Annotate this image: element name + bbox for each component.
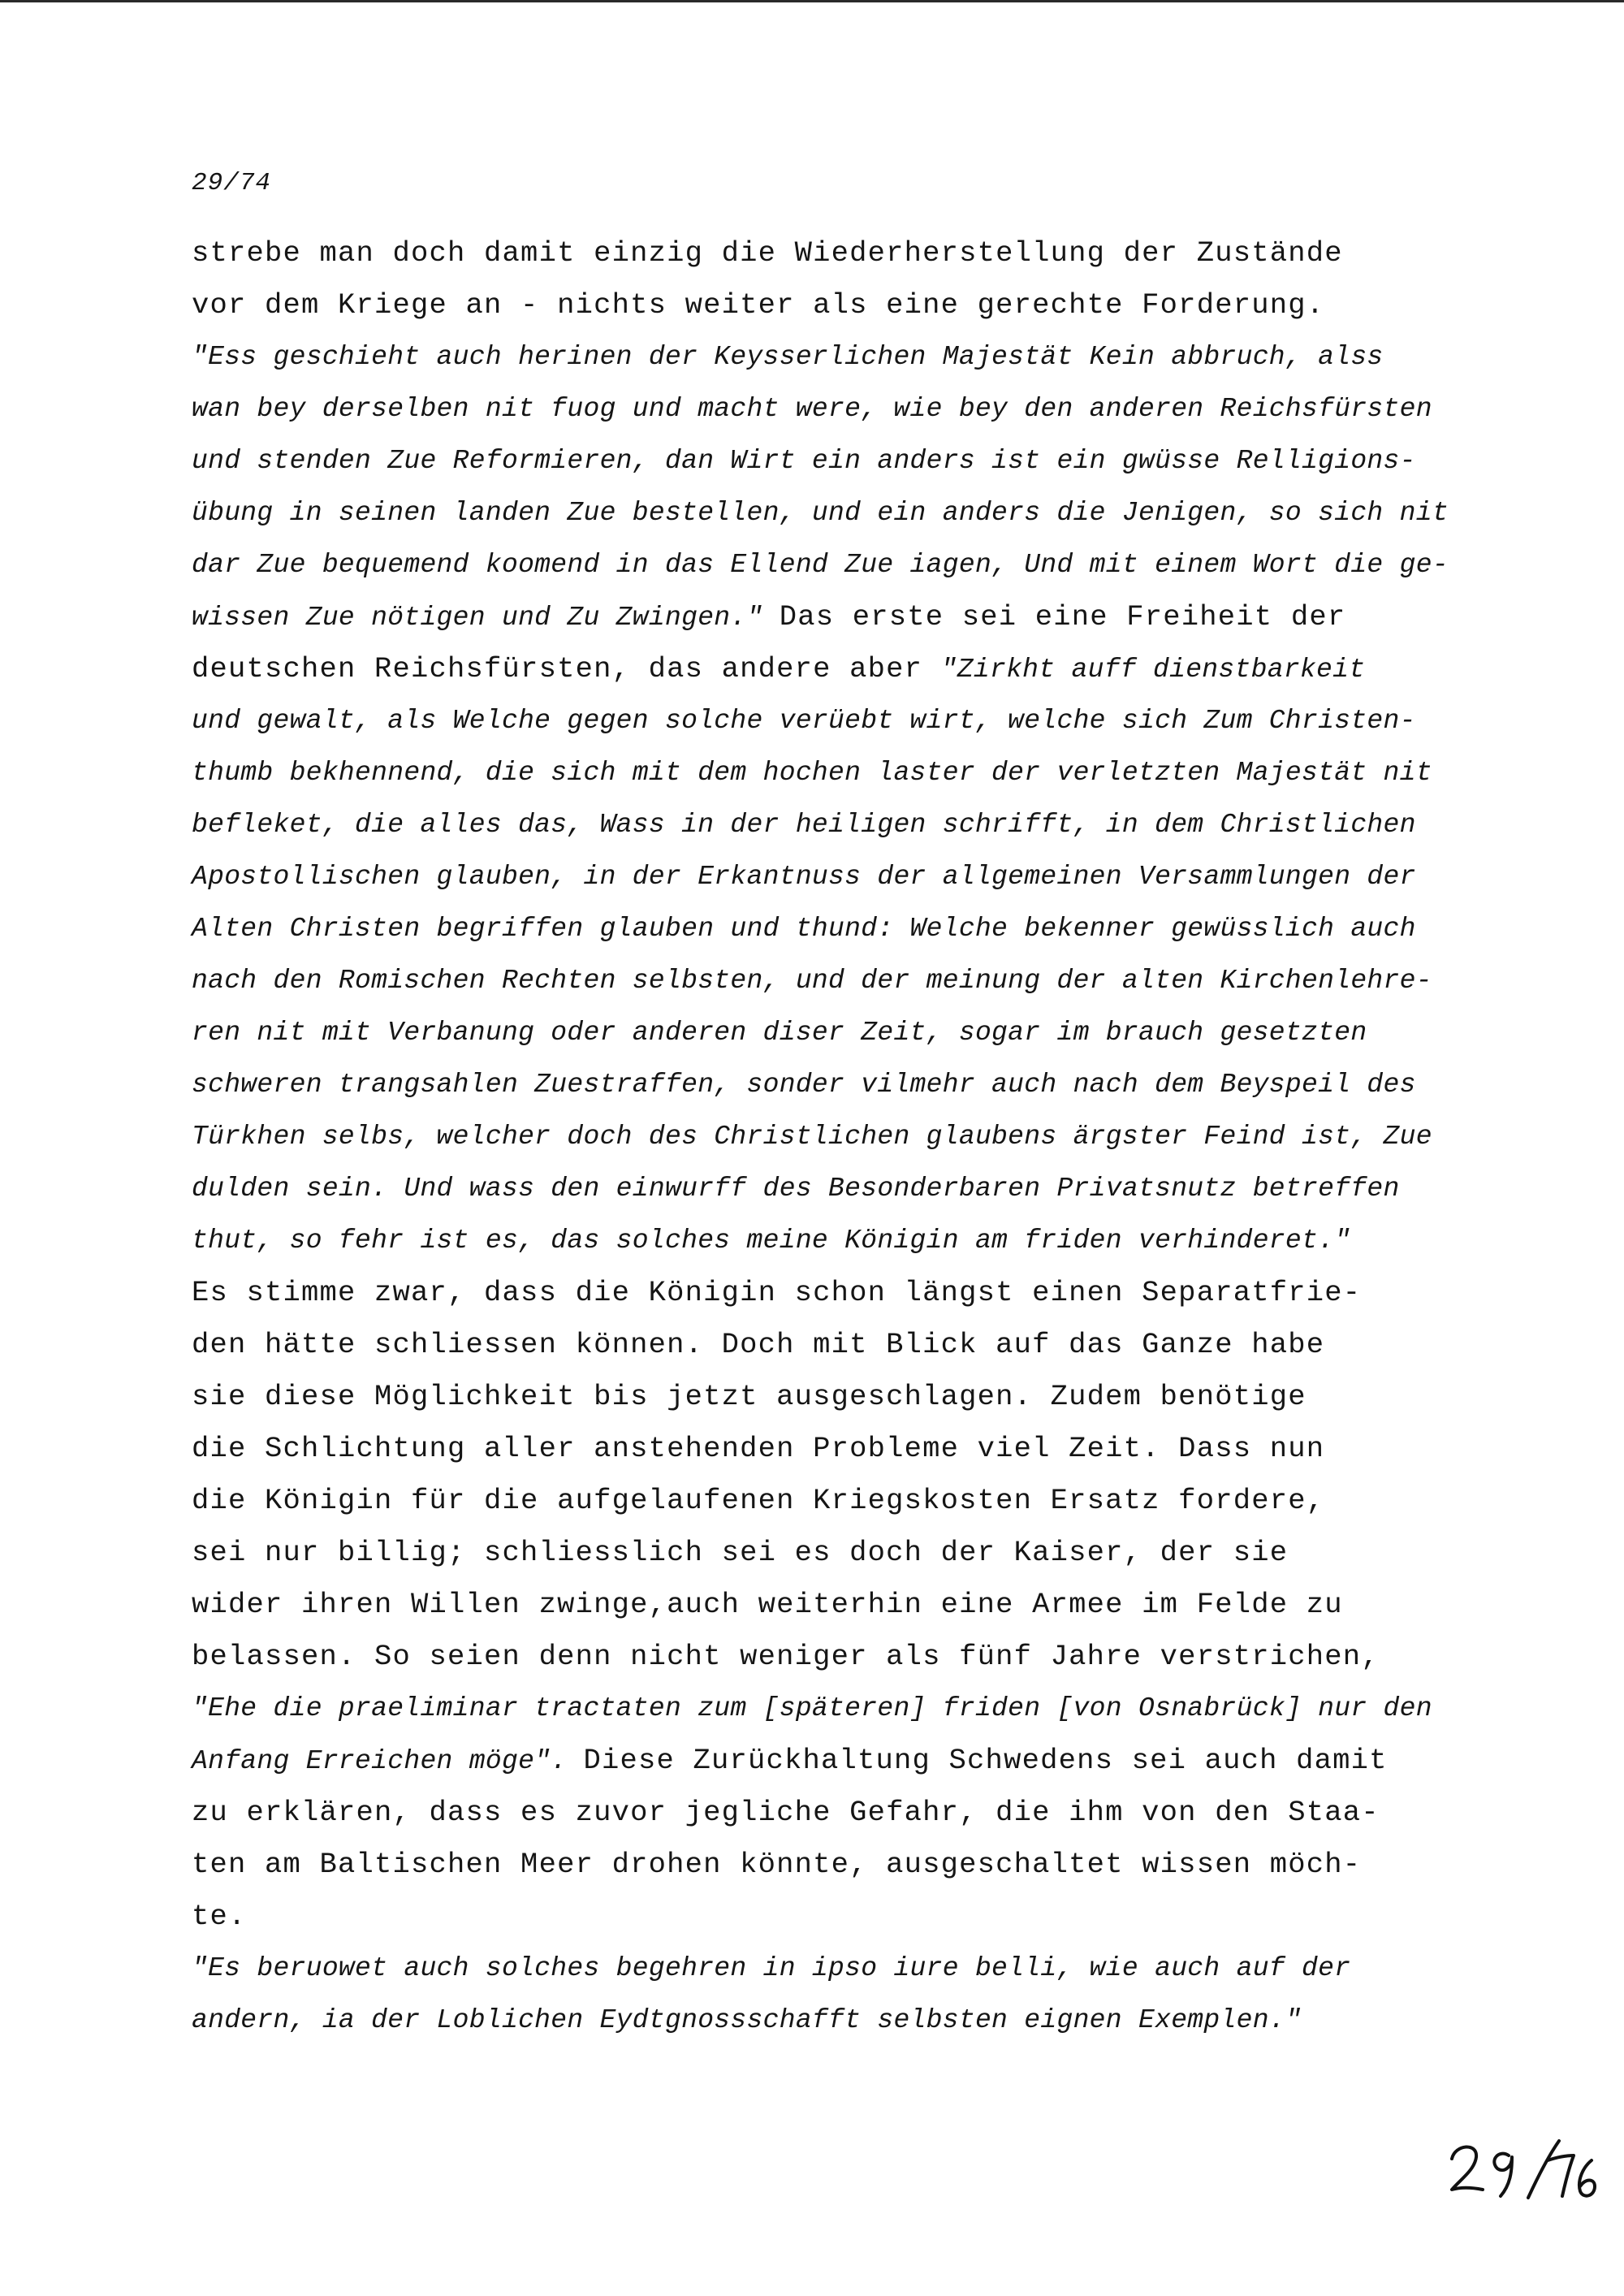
quoted-historical-text: "Ehe die praeliminar tractaten zum [späteren] friden [von Osnabrück] nur den [192,1693,1432,1723]
text-line [192,1683,1475,1735]
text-line [192,851,1475,903]
quoted-historical-text: thut, so fehr ist es, das solches meine Königin am friden verhinderet." [192,1226,1351,1256]
typed-text: Diese Zurückhaltung Schwedens sei auch damit [583,1744,1388,1777]
text-line [192,539,1475,591]
quoted-historical-text: Anfang Erreichen möge". [192,1746,584,1776]
text-line [192,1163,1475,1215]
text-line [192,1371,1475,1423]
quoted-historical-text: wissen Zue nötigen und Zu Zwingen." [192,603,780,633]
text-line [192,695,1475,747]
typed-text: die Königin für die aufgelaufenen Kriegskosten Ersatz fordere, [192,1484,1325,1517]
typed-text: Das erste sei eine Freiheit der [779,600,1346,633]
text-line [192,383,1475,435]
text-line [192,903,1475,955]
text-line [192,1423,1475,1475]
text-line [192,331,1475,383]
typed-text: sie diese Möglichkeit bis jetzt ausgeschlagen. Zudem benötige [192,1380,1307,1413]
text-line [192,1215,1475,1267]
typed-text: wider ihren Willen zwinge,auch weiterhin eine Armee im Felde zu [192,1588,1343,1621]
text-line [192,1891,1475,1943]
typed-page-number: 29/74 [192,169,272,197]
quoted-historical-text: "Es beruowet auch solches begehren in ipso iure belli, wie auch auf der [192,1953,1351,1983]
quoted-historical-text: wan bey derselben nit fuog und macht were, wie bey den anderen Reichsfürsten [192,394,1432,424]
typed-text: belassen. So seien denn nicht weniger als fünf Jahre verstrichen, [192,1640,1380,1673]
text-line [192,1735,1475,1787]
page-top-edge [0,0,1624,2]
text-line [192,1319,1475,1371]
text-line [192,279,1475,331]
text-line [192,799,1475,851]
quoted-historical-text: befleket, die alles das, Wass in der heiligen schrifft, in dem Christlichen [192,810,1416,840]
text-line [192,1579,1475,1631]
quoted-historical-text: dar Zue bequemend koomend in das Ellend Zue iagen, Und mit einem Wort die ge- [192,550,1449,580]
typed-text: sei nur billig; schliesslich sei es doch der Kaiser, der sie [192,1536,1289,1569]
text-line [192,955,1475,1007]
quoted-historical-text: Türkhen selbs, welcher doch des Christlichen glaubens ärgster Feind ist, Zue [192,1122,1432,1152]
typed-text: zu erklären, dass es zuvor jegliche Gefahr, die ihm von den Staa- [192,1796,1380,1829]
text-line [192,1007,1475,1059]
text-line [192,487,1475,539]
handwritten-page-number [1447,2128,1601,2209]
quoted-historical-text: und stenden Zue Reformieren, dan Wirt ein anders ist ein gwüsse Relligions- [192,446,1416,476]
typed-text: deutschen Reichsfürsten, das andere aber [192,652,941,685]
typed-text: vor dem Kriege an - nichts weiter als eine gerechte Forderung. [192,288,1325,322]
text-line [192,1943,1475,1995]
quoted-historical-text: schweren trangsahlen Zuestraffen, sonder vilmehr auch nach dem Beyspeil des [192,1070,1416,1100]
text-line [192,1995,1475,2047]
document-body [192,227,1475,2047]
typed-text: die Schlichtung aller anstehenden Probleme viel Zeit. Dass nun [192,1432,1325,1465]
text-line [192,1267,1475,1319]
quoted-historical-text: dulden sein. Und wass den einwurff des Besonderbaren Privatsnutz betreffen [192,1174,1400,1204]
typed-text: te. [192,1900,247,1933]
text-line [192,1111,1475,1163]
quoted-historical-text: ren nit mit Verbanung oder anderen diser Zeit, sogar im brauch gesetzten [192,1018,1367,1048]
typed-text: strebe man doch damit einzig die Wiederherstellung der Zustände [192,236,1343,270]
quoted-historical-text: thumb bekhennend, die sich mit dem hochen laster der verletzten Majestät nit [192,758,1432,788]
quoted-historical-text: übung in seinen landen Zue bestellen, und ein anders die Jenigen, so sich nit [192,498,1449,528]
text-line [192,435,1475,487]
text-line [192,1839,1475,1891]
text-line [192,1631,1475,1683]
text-line [192,1059,1475,1111]
quoted-historical-text: nach den Romischen Rechten selbsten, und der meinung der alten Kirchenlehre- [192,966,1432,996]
text-line [192,747,1475,799]
text-line [192,643,1475,695]
quoted-historical-text: und gewalt, als Welche gegen solche verüebt wirt, welche sich Zum Christen- [192,706,1416,736]
quoted-historical-text: "Ess geschieht auch herinen der Keysserlichen Majestät Kein abbruch, alss [192,342,1384,372]
text-line [192,1527,1475,1579]
typed-text: ten am Baltischen Meer drohen könnte, ausgeschaltet wissen möch- [192,1848,1362,1881]
typed-text: Es stimme zwar, dass die Königin schon längst einen Separatfrie- [192,1276,1362,1309]
text-line [192,1475,1475,1527]
typed-text: den hätte schliessen können. Doch mit Blick auf das Ganze habe [192,1328,1325,1361]
quoted-historical-text: Apostollischen glauben, in der Erkantnuss der allgemeinen Versammlungen der [192,862,1416,892]
text-line [192,1787,1475,1839]
quoted-historical-text: andern, ia der Loblichen Eydtgnossschafft selbsten eignen Exemplen." [192,2005,1302,2035]
text-line [192,227,1475,279]
quoted-historical-text: "Zirkht auff dienstbarkeit [940,655,1366,685]
quoted-historical-text: Alten Christen begriffen glauben und thund: Welche bekenner gewüsslich auch [192,914,1416,944]
text-line [192,591,1475,643]
